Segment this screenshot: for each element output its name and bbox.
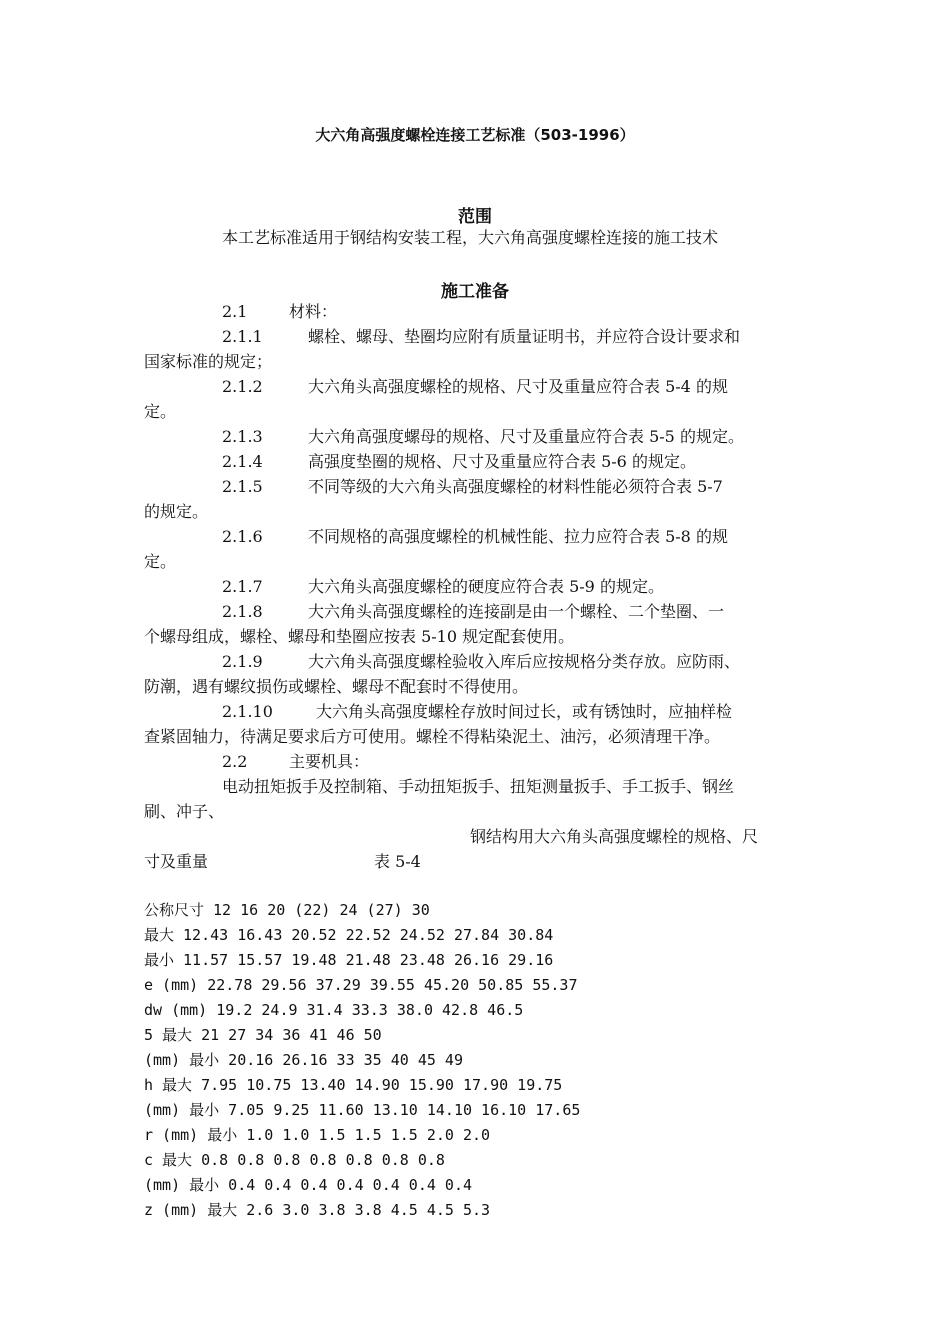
list-item	[222, 752, 369, 772]
list-item-continuation: 的规定。	[144, 502, 209, 521]
item-text: 高强度垫圈的规格、尺寸及重量应符合表 5-6 的规定。	[308, 452, 696, 471]
list-item-continuation: 个螺母组成，螺栓、螺母和垫圈应按表 5-10 规定配套使用。	[144, 627, 575, 646]
item-number: 2.1.6	[222, 527, 263, 546]
item-number: 2.1	[222, 302, 248, 321]
item-text: 螺栓、螺母、垫圈均应附有质量证明书，并应符合设计要求和	[308, 327, 741, 346]
table-row: h 最大 7.95 10.75 13.40 14.90 15.90 17.90 19.75	[144, 1076, 563, 1094]
item-number: 2.1.1	[222, 327, 263, 346]
item-number: 2.1.4	[222, 452, 263, 471]
item-text: 大六角高强度螺母的规格、尺寸及重量应符合表 5-5 的规定。	[308, 427, 744, 446]
table-row: 最大 12.43 16.43 20.52 22.52 24.52 27.84 30.84	[144, 926, 554, 944]
item-number: 2.1.9	[222, 652, 263, 671]
item-number: 2.1.3	[222, 427, 263, 446]
list-item	[222, 577, 664, 597]
table-number: 表 5-4	[374, 852, 421, 871]
tools-text-continuation: 刷、冲子、	[144, 802, 225, 821]
item-number: 2.1.5	[222, 477, 263, 496]
table-row: (mm) 最小 7.05 9.25 11.60 13.10 14.10 16.10 17.65	[144, 1101, 581, 1119]
table-row: (mm) 最小 20.16 26.16 33 35 40 45 49	[144, 1051, 463, 1069]
item-text: 不同规格的高强度螺栓的机械性能、拉力应符合表 5-8 的规	[308, 527, 728, 546]
list-item	[222, 527, 728, 547]
list-item-continuation: 查紧固轴力，待满足要求后方可使用。螺栓不得粘染泥土、油污，必须清理干净。	[144, 727, 721, 746]
list-item	[222, 652, 740, 672]
list-item-continuation: 定。	[144, 552, 177, 571]
item-text: 主要机具：	[289, 752, 370, 771]
list-item	[222, 602, 724, 622]
item-number: 2.2	[222, 752, 248, 771]
list-item-continuation: 国家标准的规定；	[144, 352, 273, 371]
item-text: 大六角头高强度螺栓的规格、尺寸及重量应符合表 5-4 的规	[308, 377, 728, 396]
table-row: (mm) 最小 0.4 0.4 0.4 0.4 0.4 0.4 0.4	[144, 1176, 473, 1194]
item-number: 2.1.7	[222, 577, 263, 596]
item-text: 不同等级的大六角头高强度螺栓的材料性能必须符合表 5-7	[308, 477, 723, 496]
item-text: 大六角头高强度螺栓的硬度应符合表 5-9 的规定。	[308, 577, 664, 596]
document-title: 大六角高强度螺栓连接工艺标准（503-1996）	[315, 126, 635, 144]
list-item	[222, 452, 696, 472]
list-item	[222, 327, 740, 347]
table-row: c 最大 0.8 0.8 0.8 0.8 0.8 0.8 0.8	[144, 1151, 445, 1169]
list-item	[222, 427, 744, 447]
table-row: 5 最大 21 27 34 36 41 46 50	[144, 1026, 382, 1044]
table-row: 最小 11.57 15.57 19.48 21.48 23.48 26.16 29.16	[144, 951, 554, 969]
table-row: z (mm) 最大 2.6 3.0 3.8 3.8 4.5 4.5 5.3	[144, 1201, 491, 1219]
item-text: 大六角头高强度螺栓验收入库后应按规格分类存放。应防雨、	[308, 652, 741, 671]
table-row: r (mm) 最小 1.0 1.0 1.5 1.5 1.5 2.0 2.0	[144, 1126, 491, 1144]
list-item	[222, 477, 723, 497]
section-heading-preparation: 施工准备	[441, 282, 509, 302]
section-heading-scope: 范围	[458, 207, 492, 227]
table-caption-continuation: 寸及重量	[144, 852, 209, 871]
table-row: 公称尺寸 12 16 20 (22) 24 (27) 30	[144, 901, 430, 919]
item-number: 2.1.8	[222, 602, 263, 621]
table-caption: 钢结构用大六角头高强度螺栓的规格、尺	[470, 827, 759, 846]
item-text: 材料：	[289, 302, 338, 321]
list-item	[222, 702, 732, 722]
list-item-continuation: 防潮，遇有螺纹损伤或螺栓、螺母不配套时不得使用。	[144, 677, 529, 696]
table-row: e (mm) 22.78 29.56 37.29 39.55 45.20 50.85 55.37	[144, 976, 578, 994]
list-item	[222, 302, 337, 322]
list-item-continuation: 定。	[144, 402, 177, 421]
tools-text: 电动扭矩扳手及控制箱、手动扭矩扳手、扭矩测量扳手、手工扳手、钢丝	[222, 777, 735, 796]
scope-text: 本工艺标准适用于钢结构安装工程，大六角高强度螺栓连接的施工技术	[222, 228, 719, 247]
item-text: 大六角头高强度螺栓存放时间过长，或有锈蚀时，应抽样检	[316, 702, 733, 721]
table-row: dw (mm) 19.2 24.9 31.4 33.3 38.0 42.8 46.5	[144, 1001, 524, 1019]
item-number: 2.1.10	[222, 702, 273, 721]
item-number: 2.1.2	[222, 377, 263, 396]
list-item	[222, 377, 728, 397]
item-text: 大六角头高强度螺栓的连接副是由一个螺栓、二个垫圈、一	[308, 602, 725, 621]
